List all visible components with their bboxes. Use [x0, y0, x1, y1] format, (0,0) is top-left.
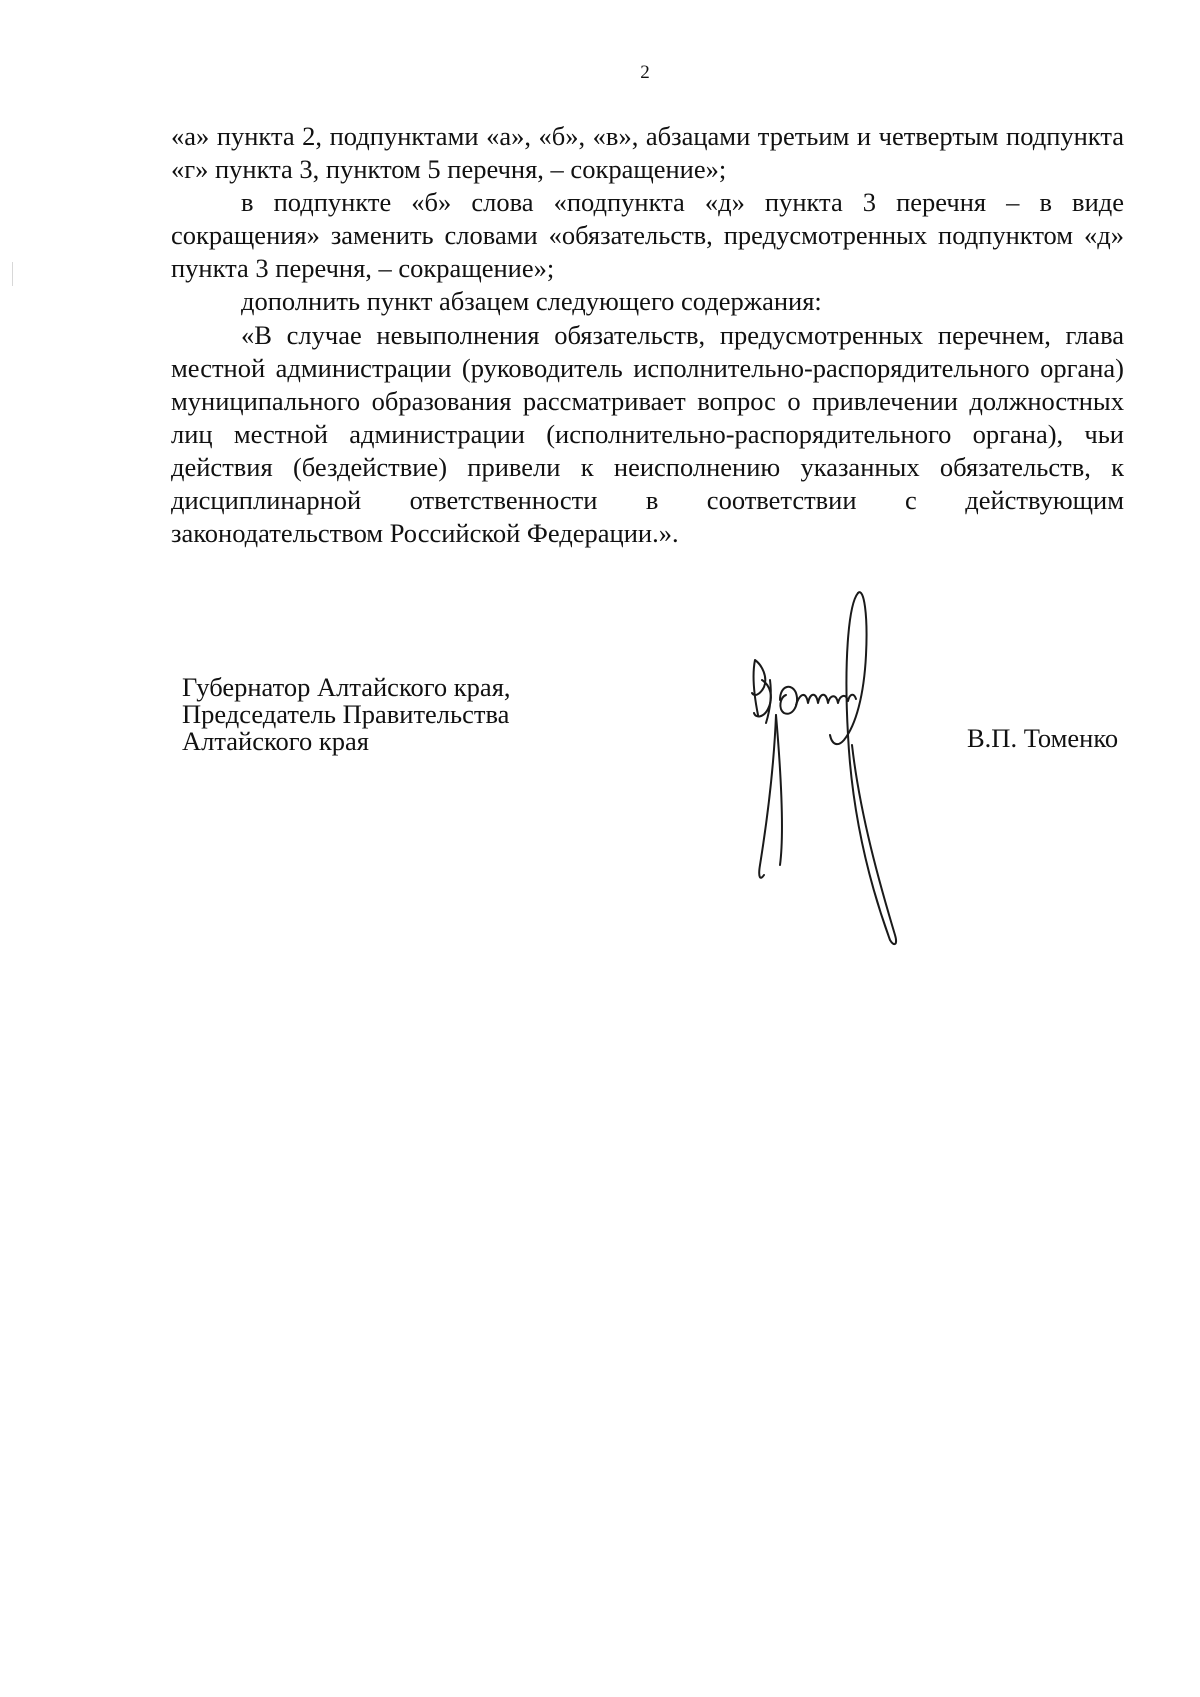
page-number: 2	[640, 62, 650, 83]
paragraph: «а» пункта 2, подпунктами «а», «б», «в», абзацами третьим и четвертым подпункта «г» пункта 3, пунктом 5 перечня, – сокращение»;	[171, 121, 1124, 185]
paragraph: дополнить пункт абзацем следующего содержания:	[241, 286, 822, 317]
paragraph: «В случае невыполнения обязательств, предусмотренных перечнем, глава местной администрации (руководитель исполнительно-распорядительного органа) муниципального образования рассматривает вопрос о привлечении должностных лиц местной администрации (исполнительно-распорядительного органа), чьи действия (бездействие) привели к неисполнению указанных обязательств, к дисциплинарной ответственности в соответствии с действующим законодательством Российской Федерации.».	[171, 319, 1124, 549]
signatory-position-line: Губернатор Алтайского края,	[182, 672, 511, 702]
signatory-position-line: Алтайского края	[182, 726, 369, 756]
signatory-position	[182, 674, 511, 755]
document-body	[171, 120, 1124, 550]
paragraph: в подпункте «б» слова «подпункта «д» пункта 3 перечня – в виде сокращения» заменить словами «обязательств, предусмотренных подпунктом «д» пункта 3 перечня, – сокращение»;	[171, 187, 1124, 284]
signatory-name: В.П. Томенко	[967, 723, 1119, 753]
handwritten-signature	[740, 585, 930, 955]
scan-artifact	[12, 262, 13, 286]
signatory-position-line: Председатель Правительства	[182, 699, 510, 729]
